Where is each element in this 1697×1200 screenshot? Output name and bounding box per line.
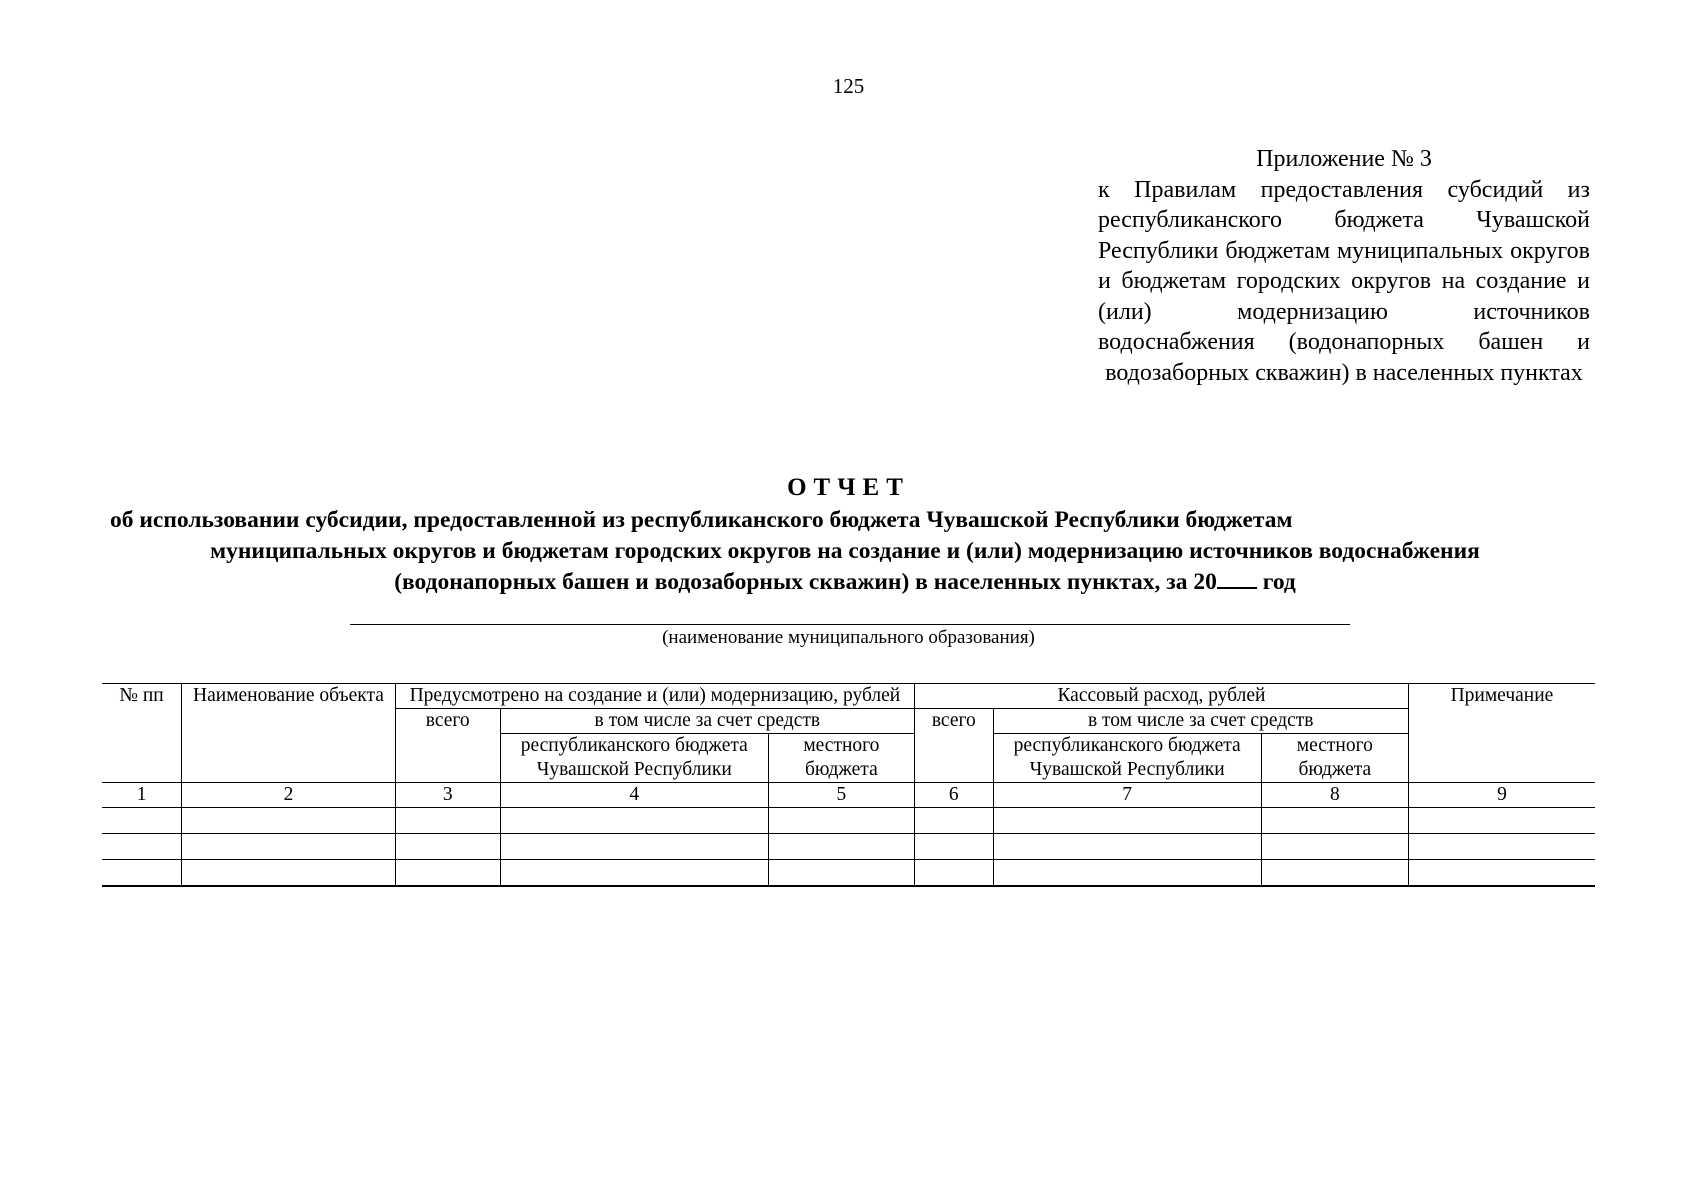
column-number: 6 [914,783,993,808]
table-cell [395,860,500,887]
table-cell [993,860,1261,887]
municipality-name-line [350,624,1350,625]
table-cell [182,834,396,860]
header-cash-local: местного бюджета [1261,734,1408,783]
table-cell [914,834,993,860]
column-number: 2 [182,783,396,808]
header-row-1 [102,684,1595,709]
column-number: 7 [993,783,1261,808]
table-row [102,834,1595,860]
column-number: 9 [1408,783,1595,808]
report-subtitle [110,505,1580,598]
header-planned-republican: республиканского бюджета Чувашской Республики [500,734,768,783]
header-planned-local: местного бюджета [768,734,914,783]
column-number: 1 [102,783,182,808]
table-cell [1261,808,1408,834]
table-cell [768,834,914,860]
table-cell [1261,860,1408,887]
column-number: 4 [500,783,768,808]
table-cell [102,860,182,887]
header-name: Наименование объекта [182,684,396,783]
table-cell [500,834,768,860]
table-cell [914,860,993,887]
table-cell [500,860,768,887]
column-number: 8 [1261,783,1408,808]
header-planned-including: в том числе за счет средств [500,709,914,734]
table-cell [993,808,1261,834]
report-table [102,683,1595,887]
table-cell [500,808,768,834]
header-num: № пп [102,684,182,783]
municipality-caption: (наименование муниципального образования) [662,627,1035,648]
header-planned-total: всего [395,709,500,783]
table-cell [395,834,500,860]
table-cell [1408,808,1595,834]
report-title: ОТЧЕТ [787,474,910,501]
column-number: 5 [768,783,914,808]
subtitle-line-3 [110,567,1580,598]
header-cash-including: в том числе за счет средств [993,709,1408,734]
table-cell [768,808,914,834]
header-cash-republican: республиканского бюджета Чувашской Республики [993,734,1261,783]
table-cell [182,808,396,834]
subtitle-line-3-prefix: (водонапорных башен и водозаборных скважин) в населенных пунктах, за 20 [394,569,1217,595]
table-row [102,860,1595,887]
appendix-text: к Правилам предоставления субсидий из республиканского бюджета Чувашской Республики бюджетам муниципальных округов и бюджетам городских округов на создание и (или) модернизацию источников водоснабжения (водонапорных башен и водозаборных скважин) в населенных пунктах [1098,176,1590,386]
table-cell [1261,834,1408,860]
table-cell [1408,834,1595,860]
table-cell [1408,860,1595,887]
column-number-row [102,783,1595,808]
header-planned: Предусмотрено на создание и (или) модернизацию, рублей [395,684,914,709]
header-cash-total: всего [914,709,993,783]
subtitle-line-2: муниципальных округов и бюджетам городских округов на создание и (или) модернизацию источников водоснабжения [210,538,1480,564]
subtitle-line-3-suffix: год [1256,569,1296,595]
year-blank [1217,569,1257,589]
appendix-block [1098,144,1590,388]
table-cell [182,860,396,887]
table-row [102,808,1595,834]
table-cell [102,834,182,860]
table-cell [993,834,1261,860]
column-number: 3 [395,783,500,808]
table-cell [395,808,500,834]
page-number: 125 [832,74,865,98]
table-cell [768,860,914,887]
subtitle-line-1: об использовании субсидии, предоставленной из республиканского бюджета Чувашской Республики бюджетам [110,507,1293,533]
table-cell [914,808,993,834]
header-cash: Кассовый расход, рублей [914,684,1408,709]
appendix-heading: Приложение № 3 [1256,146,1432,172]
header-note: Примечание [1408,684,1595,783]
table-cell [102,808,182,834]
